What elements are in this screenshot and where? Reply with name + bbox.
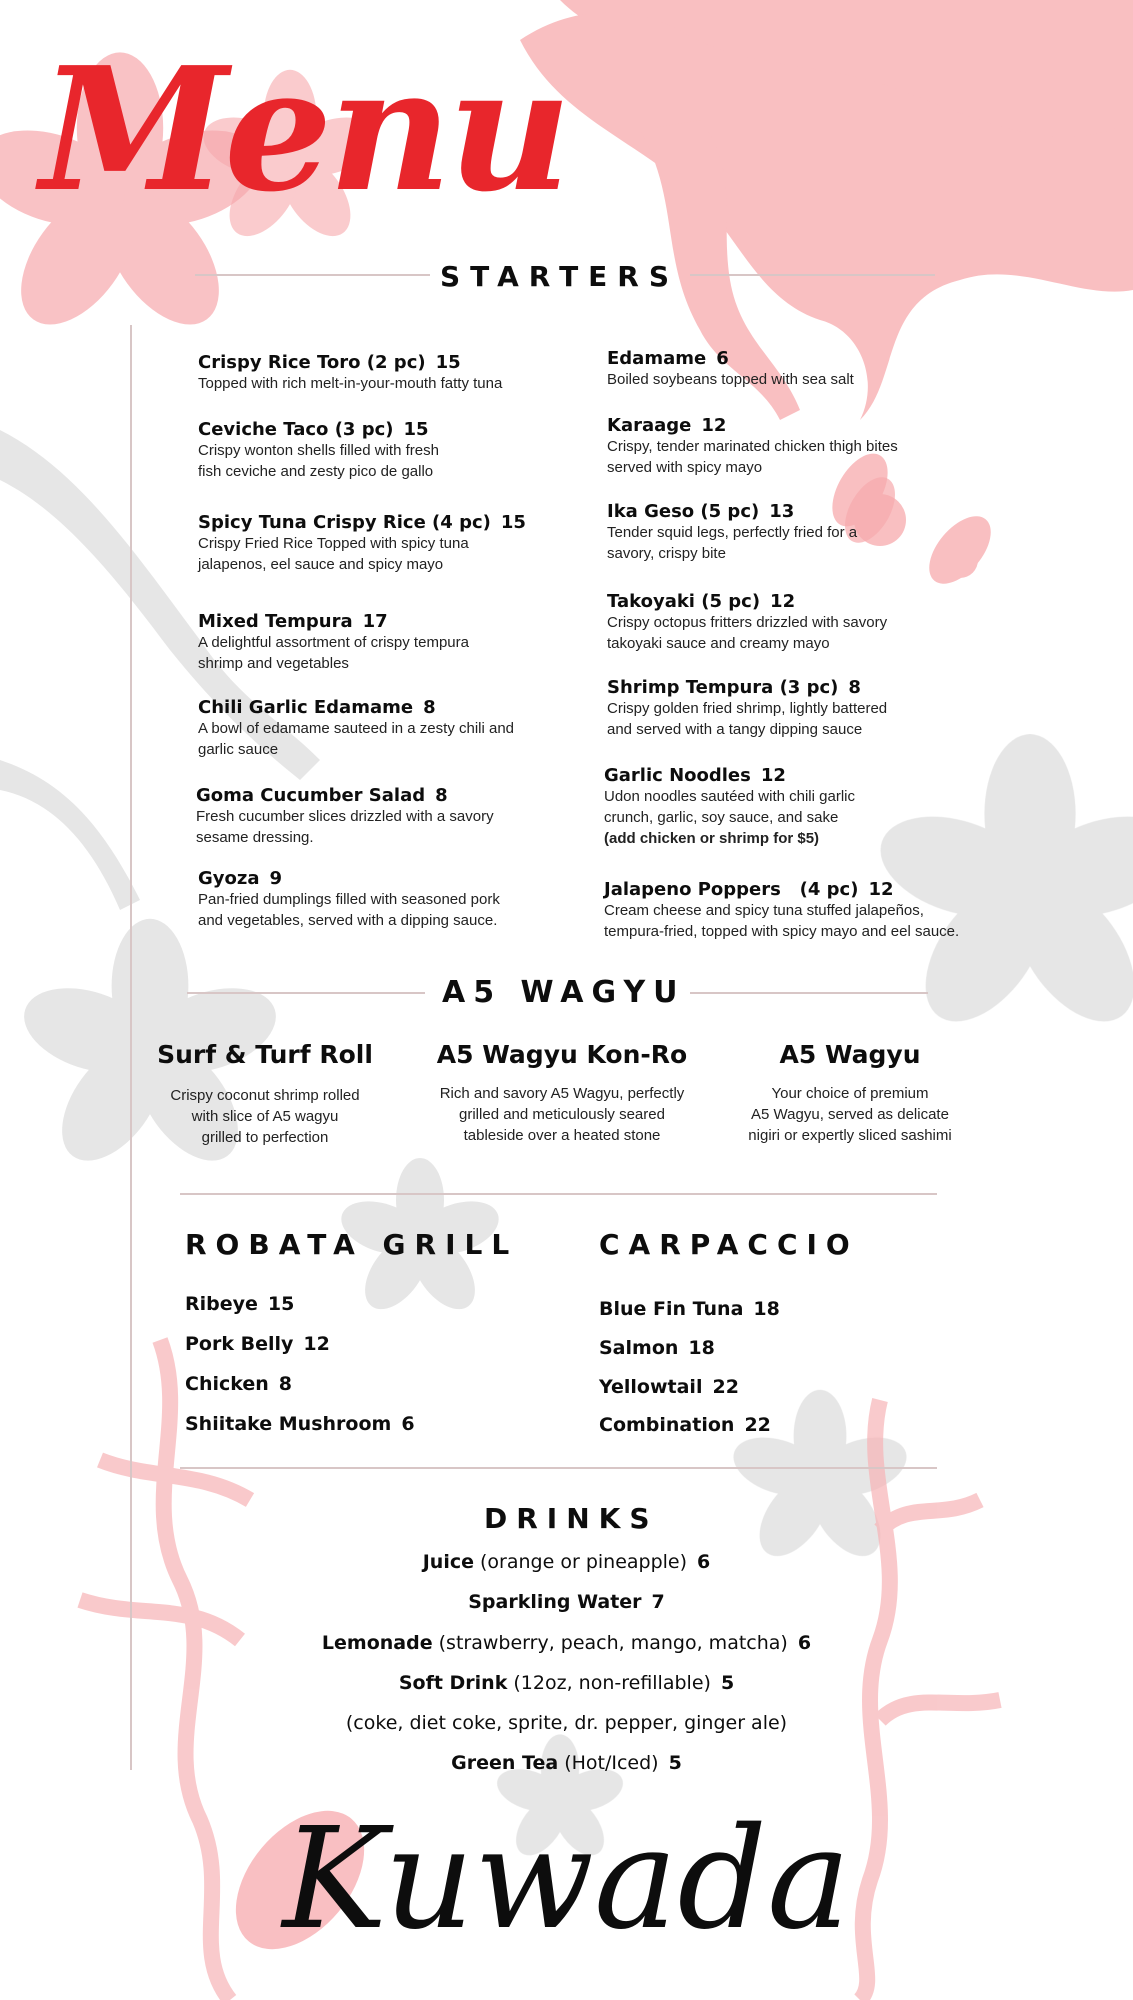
item-description: crunch, garlic, soy sauce, and sake xyxy=(604,809,839,826)
item-name: Gyoza xyxy=(198,868,260,889)
item-description: and served with a tangy dipping sauce xyxy=(607,721,863,738)
wagyu-rule-right xyxy=(690,992,928,994)
item-description: Crispy octopus fritters drizzled with savory xyxy=(607,614,888,631)
item-description: Udon noodles sautéed with chili garlic xyxy=(604,788,855,805)
wagyu-item xyxy=(125,1040,405,1148)
starter-item xyxy=(198,868,598,931)
item-description: served with spicy mayo xyxy=(607,459,763,476)
starters-rule-right xyxy=(690,274,935,276)
item-name: Combination xyxy=(599,1414,735,1436)
starter-item xyxy=(604,879,1084,942)
item-name: Karaage xyxy=(607,415,692,436)
wagyu-item-description: nigiri or expertly sliced sashimi xyxy=(748,1127,952,1144)
item-description: tempura-fried, topped with spicy mayo and eel sauce. xyxy=(604,923,960,940)
robata-heading: ROBATA GRILL xyxy=(185,1228,519,1261)
drink-name: Soft Drink xyxy=(398,1672,508,1694)
item-name: Jalapeno Poppers (4 pc) xyxy=(604,879,859,900)
drink-name: Lemonade xyxy=(321,1632,433,1654)
item-description: and vegetables, served with a dipping sauce. xyxy=(198,912,498,929)
drink-price: 5 xyxy=(668,1752,682,1774)
drink-item xyxy=(0,1752,1133,1774)
item-description: Topped with rich melt-in-your-mouth fatty tuna xyxy=(198,375,503,392)
item-description: takoyaki sauce and creamy mayo xyxy=(607,635,830,652)
drink-item xyxy=(0,1712,1133,1734)
carpaccio-heading: CARPACCIO xyxy=(599,1228,859,1261)
drink-name: Sparkling Water xyxy=(468,1591,642,1613)
starter-item xyxy=(607,415,1027,478)
starter-item xyxy=(607,591,1027,654)
robata-item xyxy=(185,1293,294,1315)
item-name: Shrimp Tempura (3 pc) xyxy=(607,677,839,698)
starters-rule-left xyxy=(195,274,430,276)
item-description: savory, crispy bite xyxy=(607,545,726,562)
item-price: 8 xyxy=(848,677,861,698)
drink-detail: (coke, diet coke, sprite, dr. pepper, ginger ale) xyxy=(345,1712,788,1734)
item-description: A delightful assortment of crispy tempura xyxy=(198,634,469,651)
drink-price: 6 xyxy=(797,1632,812,1654)
wagyu-item-description: grilled to perfection xyxy=(201,1129,329,1146)
item-price: 12 xyxy=(760,765,786,786)
drink-price: 7 xyxy=(651,1591,665,1613)
item-name: Yellowtail xyxy=(599,1376,703,1398)
starter-item xyxy=(198,697,598,760)
drink-price: 5 xyxy=(720,1672,735,1694)
item-price: 8 xyxy=(435,785,448,806)
starters-heading: STARTERS xyxy=(440,260,680,293)
item-price: 15 xyxy=(267,1293,295,1315)
item-name: Ika Geso (5 pc) xyxy=(607,501,760,522)
item-price: 12 xyxy=(770,591,796,612)
item-name: Shiitake Mushroom xyxy=(185,1413,392,1435)
wagyu-item-description: A5 Wagyu, served as delicate xyxy=(751,1106,949,1123)
wagyu-item-description: with slice of A5 wagyu xyxy=(191,1108,339,1125)
item-name: Salmon xyxy=(599,1337,679,1359)
drink-price: 6 xyxy=(697,1551,711,1573)
item-description: Cream cheese and spicy tuna stuffed jalapeños, xyxy=(604,902,924,919)
item-name: Takoyaki (5 pc) xyxy=(607,591,761,612)
item-note: (add chicken or shrimp for $5) xyxy=(604,830,820,847)
item-name: Ribeye xyxy=(185,1293,258,1315)
drink-item xyxy=(0,1591,1133,1613)
robata-item xyxy=(185,1413,415,1435)
item-description: A bowl of edamame sauteed in a zesty chili and xyxy=(198,720,515,737)
wagyu-item-name: Surf & Turf Roll xyxy=(157,1040,373,1069)
item-price: 17 xyxy=(362,611,388,632)
item-description: Pan-fried dumplings filled with seasoned pork xyxy=(198,891,500,908)
item-name: Goma Cucumber Salad xyxy=(196,785,426,806)
item-price: 12 xyxy=(303,1333,330,1355)
drink-name: Juice xyxy=(422,1551,474,1573)
item-price: 8 xyxy=(423,697,436,718)
item-name: Ceviche Taco (3 pc) xyxy=(198,419,394,440)
item-description: Crispy, tender marinated chicken thigh bites xyxy=(607,438,898,455)
drink-detail: (12oz, non-refillable) xyxy=(507,1672,711,1694)
item-name: Crispy Rice Toro (2 pc) xyxy=(198,352,426,373)
starter-item xyxy=(607,677,1027,740)
item-description: fish ceviche and zesty pico de gallo xyxy=(198,463,434,480)
wagyu-item-name: A5 Wagyu xyxy=(779,1040,921,1069)
item-name: Mixed Tempura xyxy=(198,611,353,632)
starter-item xyxy=(198,611,598,674)
section-divider xyxy=(180,1467,937,1469)
carpaccio-item xyxy=(599,1414,771,1436)
item-description: jalapenos, eel sauce and spicy mayo xyxy=(198,556,444,573)
carpaccio-item xyxy=(599,1298,780,1320)
robata-item xyxy=(185,1373,292,1395)
item-name: Garlic Noodles xyxy=(604,765,751,786)
item-name: Chicken xyxy=(185,1373,269,1395)
menu-title: Menu xyxy=(40,30,568,230)
item-price: 13 xyxy=(769,501,795,522)
item-price: 22 xyxy=(744,1414,771,1436)
item-description: Crispy wonton shells filled with fresh xyxy=(198,442,439,459)
wagyu-item-description: grilled and meticulously seared xyxy=(459,1106,665,1123)
carpaccio-item xyxy=(599,1376,739,1398)
item-price: 6 xyxy=(716,348,729,369)
starter-item xyxy=(198,512,598,575)
drink-item xyxy=(0,1551,1133,1573)
item-description: Crispy Fried Rice Topped with spicy tuna xyxy=(198,535,469,552)
wagyu-item-description: Rich and savory A5 Wagyu, perfectly xyxy=(439,1085,685,1102)
wagyu-item-description: tableside over a heated stone xyxy=(463,1127,661,1144)
drink-name: Green Tea xyxy=(451,1752,559,1774)
item-name: Blue Fin Tuna xyxy=(599,1298,744,1320)
item-name: Chili Garlic Edamame xyxy=(198,697,414,718)
brand-signature: Kuwada xyxy=(282,1798,851,1961)
drink-detail: (strawberry, peach, mango, matcha) xyxy=(432,1632,788,1654)
wagyu-rule-left xyxy=(187,992,425,994)
starter-item xyxy=(196,785,596,848)
item-description: shrimp and vegetables xyxy=(198,655,349,672)
item-price: 18 xyxy=(753,1298,780,1320)
item-price: 15 xyxy=(500,512,526,533)
robata-item xyxy=(185,1333,330,1355)
drinks-heading: DRINKS xyxy=(484,1502,659,1535)
starter-item xyxy=(604,765,1024,849)
item-description: Fresh cucumber slices drizzled with a savory xyxy=(196,808,494,825)
item-price: 12 xyxy=(701,415,727,436)
wagyu-heading: A5 WAGYU xyxy=(442,975,686,1010)
item-description: Tender squid legs, perfectly fried for a xyxy=(607,524,858,541)
wagyu-item xyxy=(412,1040,712,1146)
item-price: 22 xyxy=(712,1376,739,1398)
wagyu-item xyxy=(720,1040,980,1146)
drink-detail: (orange or pineapple) xyxy=(473,1551,688,1573)
item-price: 15 xyxy=(435,352,461,373)
drink-detail: (Hot/Iced) xyxy=(558,1752,659,1774)
item-description: Crispy golden fried shrimp, lightly battered xyxy=(607,700,888,717)
item-name: Edamame xyxy=(607,348,707,369)
starter-item xyxy=(198,352,598,394)
item-description: sesame dressing. xyxy=(196,829,314,846)
item-price: 8 xyxy=(278,1373,293,1395)
item-price: 12 xyxy=(868,879,894,900)
drink-item xyxy=(0,1672,1133,1694)
section-divider xyxy=(180,1193,937,1195)
starter-item xyxy=(607,501,1027,564)
item-name: Pork Belly xyxy=(185,1333,294,1355)
wagyu-item-name: A5 Wagyu Kon-Ro xyxy=(436,1040,688,1069)
item-description: garlic sauce xyxy=(198,741,279,758)
wagyu-item-description: Crispy coconut shrimp rolled xyxy=(170,1087,360,1104)
drink-item xyxy=(0,1632,1133,1654)
item-price: 15 xyxy=(403,419,429,440)
item-price: 6 xyxy=(401,1413,415,1435)
carpaccio-item xyxy=(599,1337,715,1359)
wagyu-item-description: Your choice of premium xyxy=(771,1085,929,1102)
starter-item xyxy=(198,419,598,482)
item-price: 9 xyxy=(269,868,283,889)
item-name: Spicy Tuna Crispy Rice (4 pc) xyxy=(198,512,491,533)
starter-item xyxy=(607,348,1027,390)
item-description: Boiled soybeans topped with sea salt xyxy=(607,371,854,388)
item-price: 18 xyxy=(688,1337,715,1359)
